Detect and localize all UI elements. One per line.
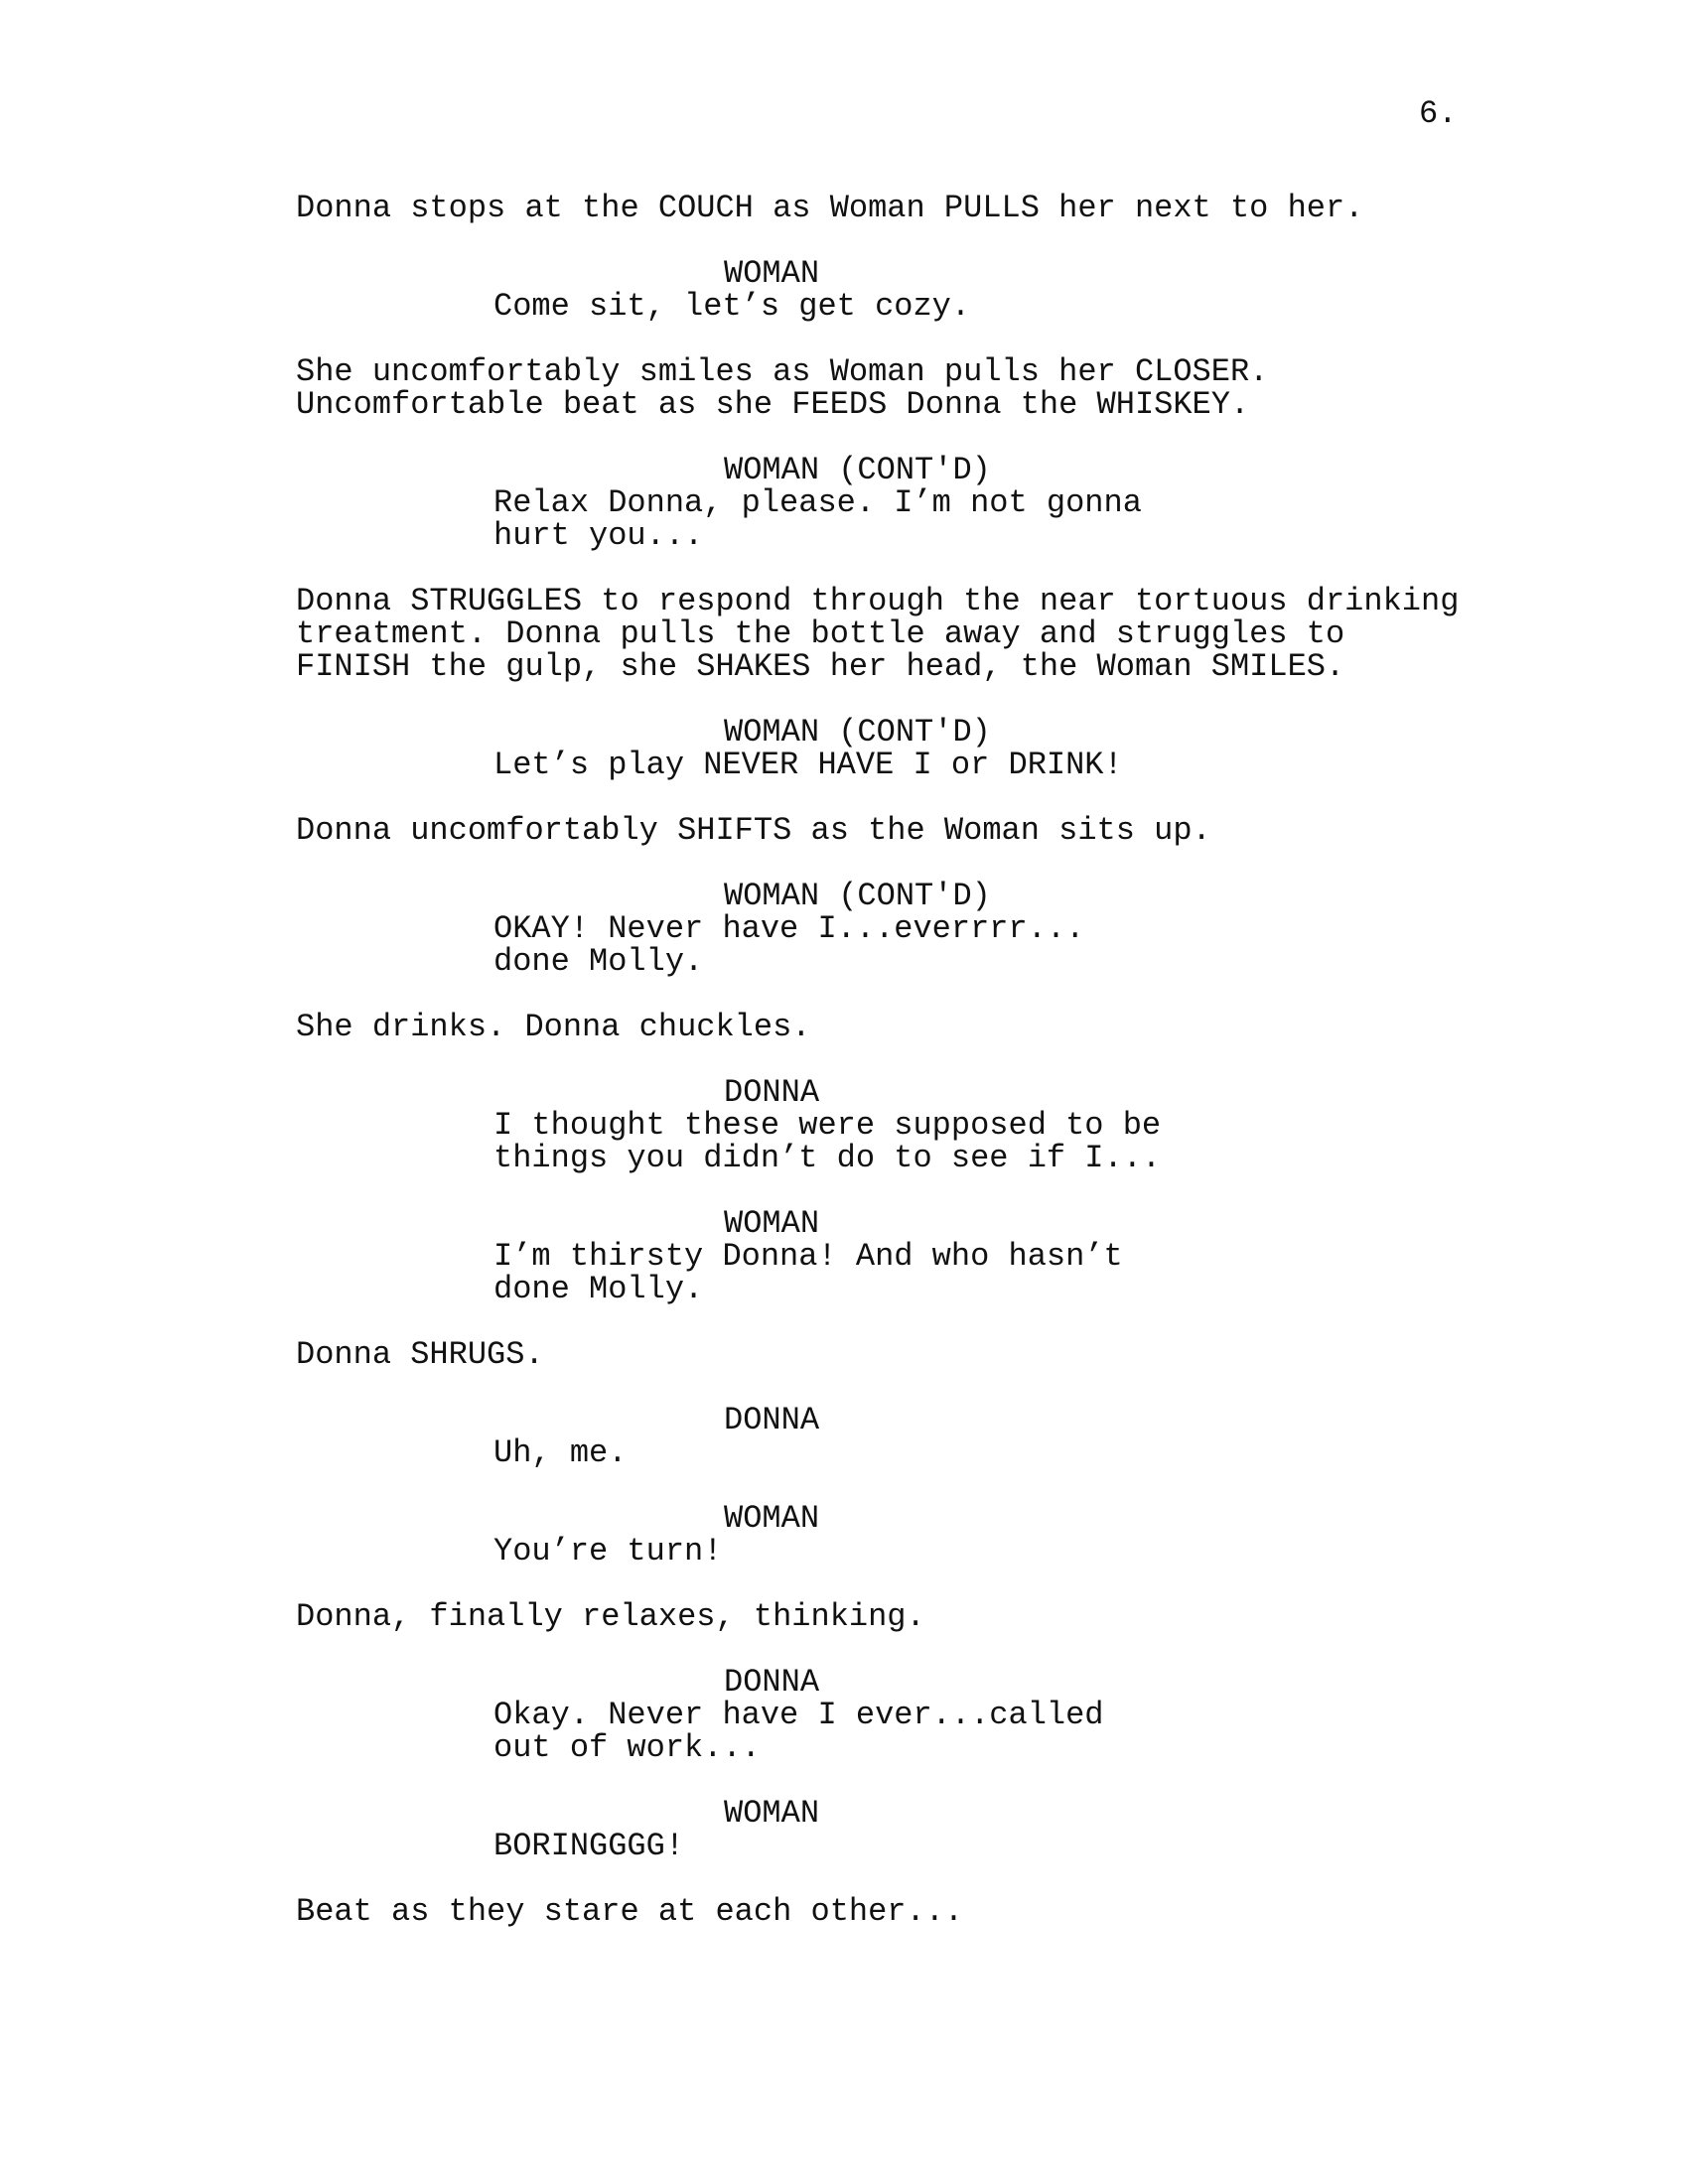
action-block	[0, 585, 1688, 683]
dialogue-line: OKAY! Never have I...everrrr...	[493, 910, 1085, 947]
action-line: Donna uncomfortably SHIFTS as the Woman sits up.	[296, 812, 1211, 849]
dialogue-line: Relax Donna, please. I’m not gonna	[493, 484, 1142, 521]
action-line: Donna stops at the COUCH as Woman PULLS her next to her.	[296, 190, 1364, 226]
action-line: Donna SHRUGS.	[296, 1336, 544, 1373]
character-cue: WOMAN (CONT'D)	[724, 714, 991, 751]
action-block	[0, 1338, 1688, 1371]
character-cue: DONNA	[724, 1074, 820, 1111]
blank-line	[0, 421, 1688, 454]
dialogue-line: Let’s play NEVER HAVE I or DRINK!	[493, 747, 1123, 783]
blank-line	[0, 683, 1688, 716]
character-cue: DONNA	[724, 1402, 820, 1438]
action-block	[0, 814, 1688, 847]
dialogue-line: Okay. Never have I ever...called	[493, 1697, 1104, 1733]
dialogue-line: I thought these were supposed to be	[493, 1107, 1162, 1144]
blank-line	[0, 1568, 1688, 1600]
dialogue-line: out of work...	[493, 1729, 761, 1766]
action-line: treatment. Donna pulls the bottle away and struggles to	[296, 615, 1345, 652]
dialogue-line: done Molly.	[493, 943, 704, 980]
screenplay-body	[0, 192, 1688, 1928]
action-line: FINISH the gulp, she SHAKES her head, the Woman SMILES.	[296, 648, 1345, 685]
dialogue-line: Uh, me.	[493, 1434, 628, 1471]
action-line: Beat as they stare at each other...	[296, 1893, 964, 1930]
blank-line	[0, 1862, 1688, 1895]
dialogue-block	[0, 1830, 1688, 1862]
action-block	[0, 1600, 1688, 1633]
character-cue: DONNA	[724, 1664, 820, 1701]
blank-line	[0, 1633, 1688, 1666]
dialogue-block	[0, 1240, 1688, 1305]
dialogue-line: things you didn’t do to see if I...	[493, 1140, 1162, 1176]
action-line: Donna, finally relaxes, thinking.	[296, 1598, 925, 1635]
dialogue-block	[0, 1535, 1688, 1568]
action-block	[0, 192, 1688, 224]
action-block	[0, 1895, 1688, 1928]
blank-line	[0, 1174, 1688, 1207]
action-line: Uncomfortable beat as she FEEDS Donna the WHISKEY.	[296, 386, 1250, 423]
dialogue-block	[0, 749, 1688, 781]
dialogue-line: I’m thirsty Donna! And who hasn’t	[493, 1238, 1123, 1275]
dialogue-block	[0, 486, 1688, 552]
character-cue: WOMAN	[724, 1795, 820, 1832]
dialogue-block	[0, 912, 1688, 978]
blank-line	[0, 1371, 1688, 1404]
character-cue: WOMAN	[724, 255, 820, 292]
dialogue-block	[0, 1109, 1688, 1174]
page-number: 6.	[1419, 95, 1458, 132]
dialogue-block	[0, 1436, 1688, 1469]
dialogue-line: hurt you...	[493, 517, 704, 554]
blank-line	[0, 552, 1688, 585]
blank-line	[0, 1043, 1688, 1076]
blank-line	[0, 978, 1688, 1011]
character-cue: WOMAN	[724, 1205, 820, 1242]
action-line: Donna STRUGGLES to respond through the near tortuous drinking	[296, 583, 1460, 619]
dialogue-block	[0, 1699, 1688, 1764]
blank-line	[0, 1305, 1688, 1338]
dialogue-line: Come sit, let’s get cozy.	[493, 288, 971, 325]
dialogue-block	[0, 290, 1688, 323]
blank-line	[0, 781, 1688, 814]
blank-line	[0, 323, 1688, 355]
blank-line	[0, 847, 1688, 880]
blank-line	[0, 1469, 1688, 1502]
action-block	[0, 1011, 1688, 1043]
action-line: She drinks. Donna chuckles.	[296, 1009, 811, 1045]
action-block	[0, 355, 1688, 421]
dialogue-line: done Molly.	[493, 1271, 704, 1307]
blank-line	[0, 1764, 1688, 1797]
dialogue-line: BORINGGGG!	[493, 1828, 685, 1864]
character-cue: WOMAN (CONT'D)	[724, 878, 991, 914]
character-cue: WOMAN	[724, 1500, 820, 1537]
action-line: She uncomfortably smiles as Woman pulls her CLOSER.	[296, 353, 1269, 390]
dialogue-line: You’re turn!	[493, 1533, 723, 1570]
blank-line	[0, 224, 1688, 257]
character-cue: WOMAN (CONT'D)	[724, 452, 991, 488]
